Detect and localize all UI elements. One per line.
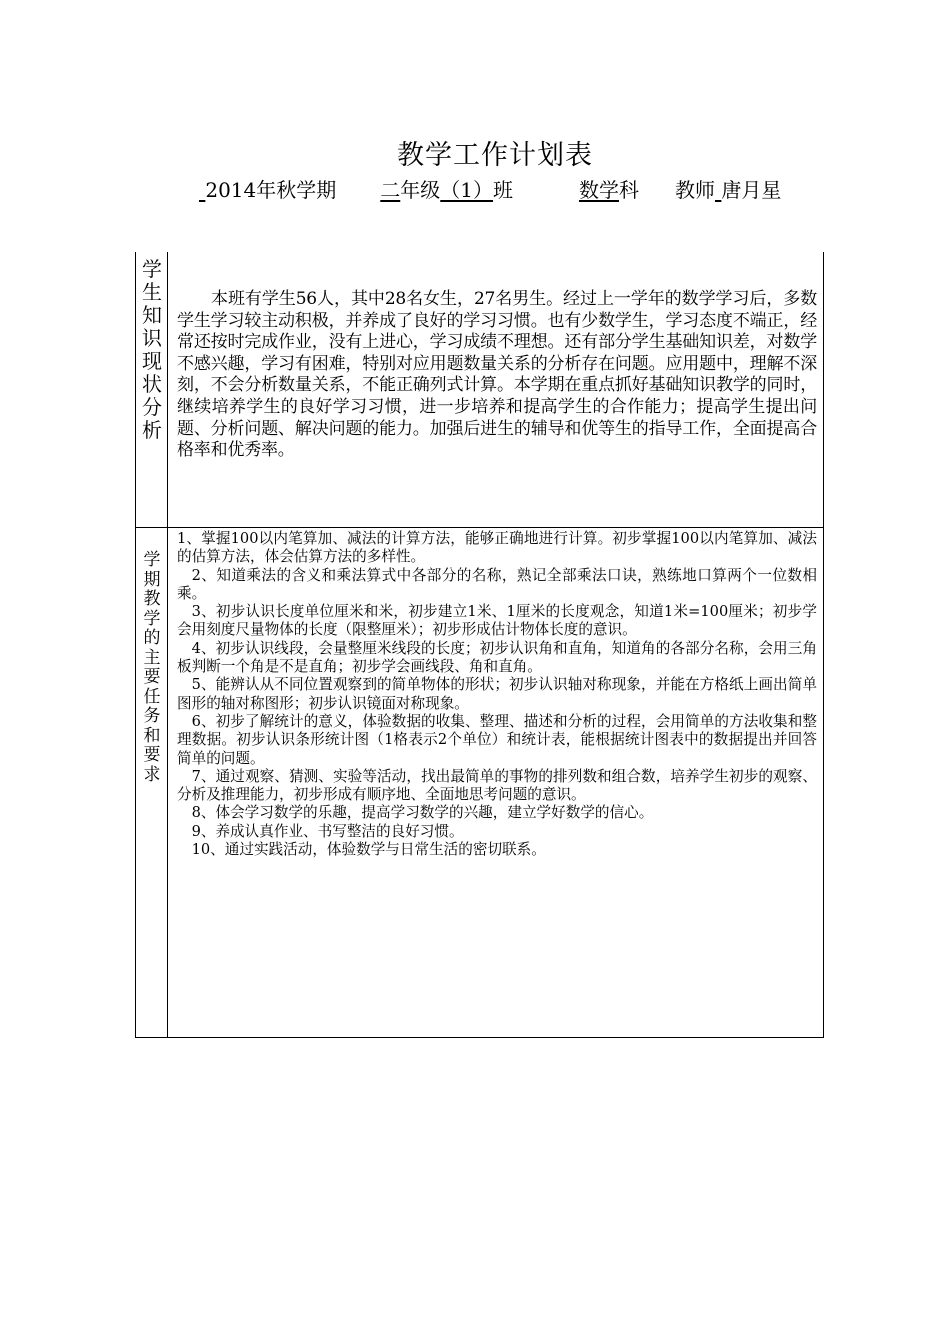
list-item: 6、初步了解统计的意义，体验数据的收集、整理、描述和分析的过程，会用简单的方法收集和整理数据。初步认识条形统计图（1格表示2个单位）和统计表，能根据统计图表中的数据提出并回答简单的问题。 [177,712,817,767]
list-item: 8、体会学习数学的乐趣，提高学习数学的兴趣，建立学好数学的信心。 [191,804,654,822]
grade-first: 二 [380,178,401,202]
goals-list [177,530,817,859]
class-suffix: 班 [493,178,513,202]
teacher-name-text: 唐月星 [721,178,782,202]
table-border-left [135,252,136,1038]
teacher-name [715,174,781,203]
list-item: 4、初步认识线段，会量整厘米线段的长度；初步认识角和直角，知道角的各部分名称，会用三角板判断一个角是不是直角；初步学会画线段、角和直角。 [177,639,817,676]
subject-name: 数学 [579,178,619,202]
year-number: 2014 [205,178,257,202]
goals-section-label: 学期教学的主要任务和要求 [143,550,161,785]
list-item: 1、掌握100以内笔算加、减法的计算方法，能够正确地进行计算。初步掌握100以内笔算加、减法的估算方法，体会估算方法的多样性。 [177,530,817,566]
list-item: 5、能辨认从不同位置观察到的简单物体的形状；初步认识轴对称现象，并能在方格纸上画出简单图形的轴对称图形；初步认识镜面对称现象。 [177,676,817,712]
page-title: 教学工作计划表 [397,140,593,171]
year-value [199,178,256,202]
list-item: 2、知道乘法的含义和乘法算式中各部分的名称，熟记全部乘法口诀，熟练地口算两个一位数相乘。 [177,566,817,602]
grade-rest: 年级 [400,178,441,202]
list-item: 9、养成认真作业、书写整洁的良好习惯。 [191,822,464,840]
analysis-section-label: 学生知识现状分析 [142,257,162,442]
class-number: （1） [440,178,493,202]
table-border-bottom [135,1037,824,1038]
analysis-text: 本班有学生56人，其中28名女生，27名男生。经过上一学年的数学学习后，多数学生学习较主动积极，并养成了良好的学习习惯。也有少数学生，学习态度不端正，经常还按时完成作业，没有上进心，学习成绩不理想。还有部分学生基础知识差，对数学不感兴趣，学习有困难，特别对应用题数量关系的分析存在问题。应用题中，理解不深刻，不会分析数量关系，不能正确列式计算。本学期在重点抓好基础知识教学的同时，继续培养学生的良好学习习惯，进一步培养和提高学生的合作能力；提高学生提出问题、分析问题、解决问题的能力。加强后进生的辅导和优等生的指导工作，全面提高合格率和优秀率。 [177,289,817,461]
table-border-right [823,252,824,1038]
list-item: 3、初步认识长度单位厘米和米，初步建立1米、1厘米的长度观念，知道1米=100厘米；初步学会用刻度尺量物体的长度（限整厘米）；初步形成估计物体长度的意识。 [177,603,817,639]
table-divider-vertical [167,252,168,1038]
teacher-label: 教师 [675,178,715,202]
semester-suffix: 年秋学期 [256,178,337,202]
list-item: 10、通过实践活动，体验数学与日常生活的密切联系。 [191,841,546,859]
table-row-divider [135,527,824,528]
list-item: 7、通过观察、猜测、实验等活动，找出最简单的事物的排列数和组合数，培养学生初步的观察、分析及推理能力，初步形成有顺序地、全面地思考问题的意识。 [177,767,817,804]
plan-meta-line [199,174,781,203]
subject-suffix: 科 [619,178,639,202]
